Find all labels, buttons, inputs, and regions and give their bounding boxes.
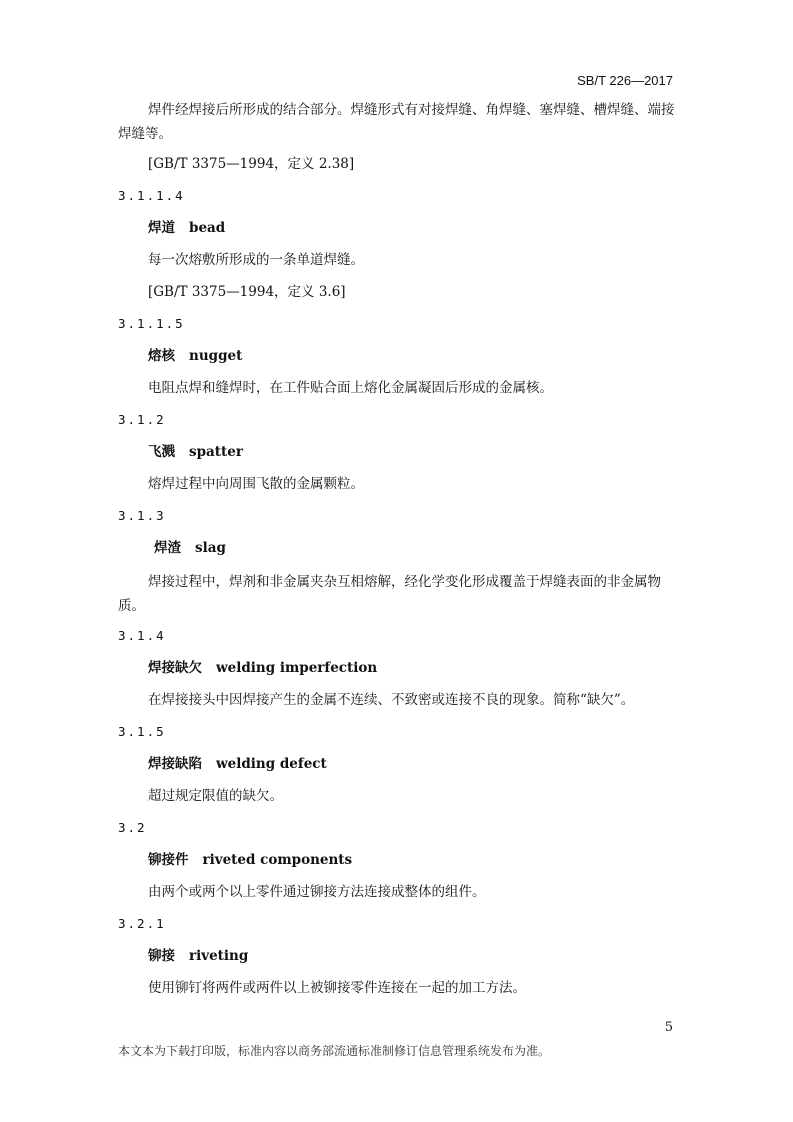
term-heading — [148, 754, 678, 774]
term-entry — [118, 914, 678, 998]
term-english: welding imperfection — [216, 660, 378, 676]
term-english: nugget — [189, 348, 243, 364]
clause-number: 3.1.5 — [118, 724, 166, 739]
term-english: riveted components — [202, 852, 353, 868]
term-chinese: 焊接缺欠 — [148, 660, 202, 676]
term-entry — [118, 722, 678, 806]
term-chinese: 铆接 — [148, 948, 175, 964]
clause-number: 3.1.4 — [118, 628, 166, 643]
term-chinese: 焊接缺陷 — [148, 756, 202, 772]
intro-definition: 焊件经焊接后所形成的结合部分。焊缝形式有对接焊缝、角焊缝、塞焊缝、槽焊缝、端接焊缝等。 — [118, 102, 675, 142]
term-chinese: 飞溅 — [148, 444, 175, 460]
term-entry — [118, 626, 678, 710]
term-entry — [118, 506, 678, 618]
term-definition: 熔焊过程中向周围飞散的金属颗粒。 — [148, 476, 364, 492]
term-heading — [148, 346, 678, 366]
term-definition: 每一次熔敷所形成的一条单道焊缝。 — [148, 252, 364, 268]
clause-number: 3.1.1.4 — [118, 188, 185, 203]
term-entry — [118, 314, 678, 398]
term-entry — [118, 410, 678, 494]
term-heading — [154, 538, 678, 558]
clause-number: 3.2 — [118, 820, 147, 835]
term-chinese: 铆接件 — [148, 852, 189, 868]
document-body — [118, 98, 678, 1010]
term-english: slag — [195, 540, 226, 556]
clause-number: 3.1.3 — [118, 508, 166, 523]
term-chinese: 焊渣 — [154, 540, 181, 556]
clause-number: 3.1.2 — [118, 412, 166, 427]
term-reference: [GB/T 3375—1994，定义 3.6] — [148, 284, 346, 300]
term-heading — [148, 946, 678, 966]
term-english: welding defect — [216, 756, 327, 772]
term-entry — [118, 818, 678, 902]
term-heading — [148, 658, 678, 678]
term-chinese: 熔核 — [148, 348, 175, 364]
term-heading — [148, 850, 678, 870]
term-english: riveting — [189, 948, 249, 964]
term-heading — [148, 218, 678, 238]
intro-reference: [GB/T 3375—1994，定义 2.38] — [148, 156, 355, 172]
page-number: 5 — [664, 1020, 673, 1035]
term-heading — [148, 442, 678, 462]
term-entry — [118, 186, 678, 302]
clause-number: 3.2.1 — [118, 916, 166, 931]
clause-number: 3.1.1.5 — [118, 316, 185, 331]
footer-notice: 本文本为下载打印版，标准内容以商务部流通标准制修订信息管理系统发布为准。 — [118, 1044, 551, 1058]
term-definition: 使用铆钉将两件或两件以上被铆接零件连接在一起的加工方法。 — [148, 980, 526, 996]
term-english: spatter — [189, 444, 243, 460]
document-code: SB/T 226—2017 — [577, 73, 673, 88]
term-english: bead — [189, 220, 226, 236]
term-definition: 电阻点焊和缝焊时，在工件贴合面上熔化金属凝固后形成的金属核。 — [148, 380, 553, 396]
term-definition: 在焊接接头中因焊接产生的金属不连续、不致密或连接不良的现象。简称“缺欠”。 — [148, 692, 635, 708]
term-definition: 焊接过程中，焊剂和非金属夹杂互相熔解，经化学变化形成覆盖于焊缝表面的非金属物质。 — [118, 574, 661, 614]
term-definition: 由两个或两个以上零件通过铆接方法连接成整体的组件。 — [148, 884, 486, 900]
term-chinese: 焊道 — [148, 220, 175, 236]
term-definition: 超过规定限值的缺欠。 — [148, 788, 283, 804]
